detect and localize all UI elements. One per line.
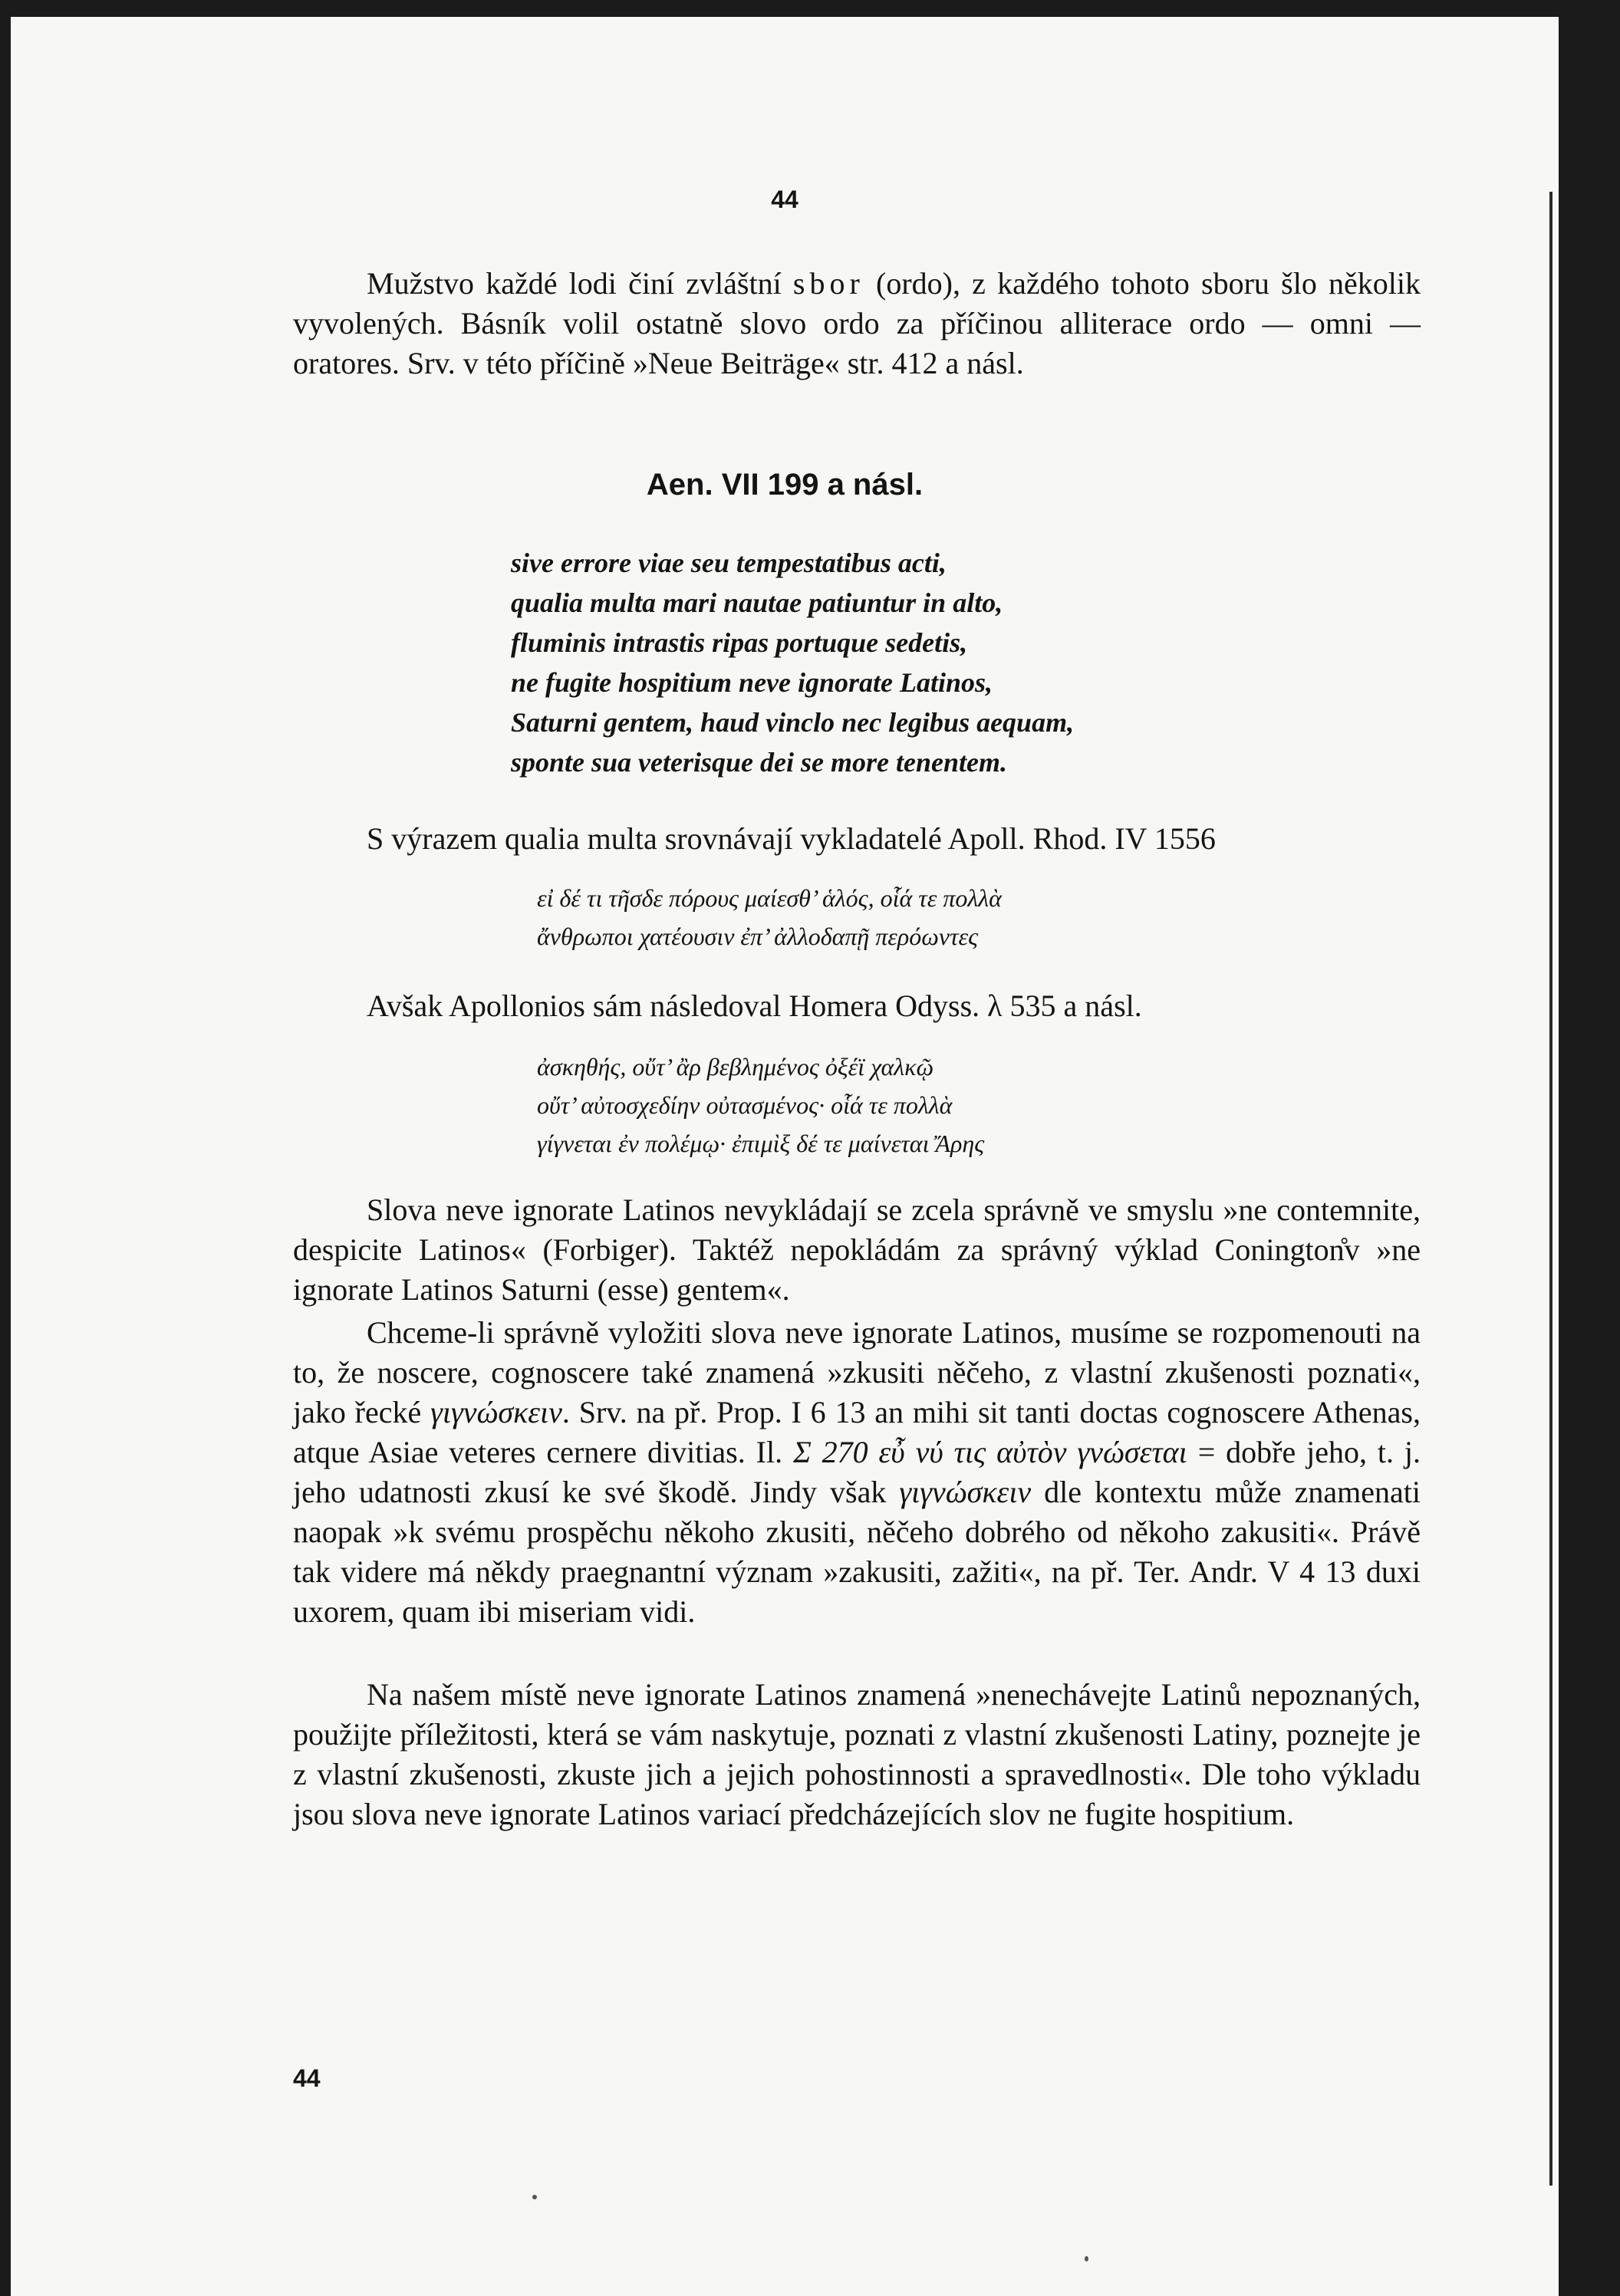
apoll-intro: S výrazem qualia multa srovnávají vykladatelé Apoll. Rhod. IV 1556 (367, 821, 1216, 856)
page-sheet (11, 17, 1559, 2296)
greek-line: ἀσκηθής, οὔτ’ ἂρ βεβλημένος ὀξέϊ χαλκῷ (537, 1053, 934, 1081)
p3-greek-3: γιγνώσκειν (899, 1475, 1032, 1509)
homer-intro: Avšak Apollonios sám následoval Homera Odyss. λ 535 a násl. (367, 988, 1142, 1023)
verse-block (511, 543, 1074, 782)
verse-line: fluminis intrastis ripas portuque sedetis, (511, 627, 968, 658)
greek-line: εἰ δέ τι τῆσδε πόρους μαίεσθ’ ἁλός, οἷά τε πολλὰ (537, 884, 1002, 912)
scan-speck (1085, 2256, 1088, 2261)
intro-text-b: (ordo), z každého tohoto sboru šlo několik vyvolených. Básník volil ostatně slovo ordo za příčinou alliterace ordo — omni — oratores. Srv. v této příčině »Neue Beiträge« str. 412 a násl. (293, 266, 1421, 380)
verse-line: sponte sua veterisque dei se more tenentem. (511, 747, 1007, 778)
intro-paragraph (293, 264, 1421, 383)
scan-speck (532, 2195, 537, 2199)
homer-greek-block (537, 1048, 984, 1163)
intro-spaced-word: sbor (792, 266, 864, 301)
p3-text-d: dle kontextu může znamenati naopak »k svému prospěchu někoho zkusiti, něčeho dobrého od někoho zakusiti«. Právě tak videre má někdy praegnantní význam »zakusiti, zažiti«, na př. Ter. Andr. V 4 13 duxi uxorem, quam ibi miseriam vidi. (293, 1475, 1421, 1629)
page-number-bottom: 44 (293, 2064, 321, 2092)
greek-line: γίγνεται ἐν πολέμῳ· ἐπιμὶξ δέ τε μαίνεται Ἄρης (537, 1130, 985, 1157)
page-fold-line (1549, 192, 1552, 2186)
p3-reference: Σ 270 (792, 1435, 868, 1469)
p3-greek-2: εὖ νύ τις αὐτὸν γνώσεται (868, 1435, 1187, 1469)
body-paragraph-4: Na našem místě neve ignorate Latinos znamená »nenechávejte Latinů nepoznaných, použijte příležitosti, která se vám naskytuje, poznati z vlastní zkušenosti Latiny, poznejte je z vlastní zkušenosti, zkuste jich a jejich pohostinnosti a spravedlnosti«. Dle toho výkladu jsou slova neve ignorate Latinos variací předcházejících slov ne fugite hospitium. (293, 1677, 1421, 1831)
scan-dark-edge (1559, 0, 1620, 2296)
apoll-greek-block (537, 879, 1002, 956)
greek-line: ἄνθρωποι χατέουσιν ἐπ’ ἀλλοδαπῇ περόωντες (537, 923, 979, 950)
p3-greek-1: γιγνώσκειν (430, 1395, 562, 1429)
intro-text-a: Mužstvo každé lodi činí zvláštní (367, 266, 793, 301)
page-number-top: 44 (771, 186, 798, 213)
verse-line: sive errore viae seu tempestatibus acti, (511, 548, 947, 578)
verse-line: Saturni gentem, haud vinclo nec legibus aequam, (511, 707, 1075, 738)
p3-text-c: = dobře jeho, t. j. jeho udatnosti zkusí ke své škodě. Jindy však (293, 1435, 1421, 1509)
section-title: Aen. VII 199 a násl. (646, 468, 924, 502)
p3-text-b: . Srv. na př. Prop. I 6 13 an mihi sit tanti doctas cognoscere Athenas, atque Asiae veteres cernere divitias. Il. (293, 1395, 1421, 1469)
verse-line: qualia multa mari nautae patiuntur in alto, (511, 587, 1003, 618)
body-paragraph-3 (293, 1313, 1421, 1632)
verse-line: ne fugite hospitium neve ignorate Latinos, (511, 667, 993, 698)
p3-text-a: Chceme-li správně vyložiti slova neve ignorate Latinos, musíme se rozpomenouti na to, že noscere, cognoscere také znamená »zkusiti něčeho, z vlastní zkušenosti poznati«, jako řecké (293, 1315, 1421, 1429)
greek-line: οὔτ’ αὐτοσχεδίην οὐτασμένος· οἷά τε πολλὰ (537, 1091, 953, 1119)
body-paragraph-2: Slova neve ignorate Latinos nevykládají se zcela správně ve smyslu »ne contemnite, despicite Latinos« (Forbiger). Taktéž nepokládám za správný výklad Conington̊v »ne ignorate Latinos Saturni (esse) gentem«. (293, 1192, 1421, 1307)
